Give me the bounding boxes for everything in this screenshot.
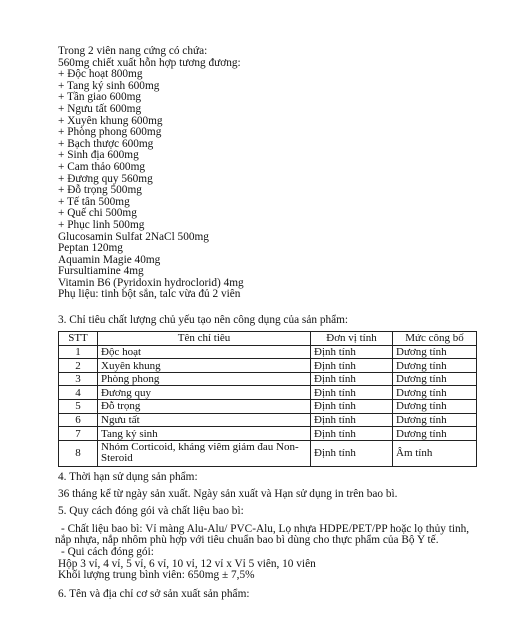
header-unit: Đơn vị tính — [311, 332, 393, 346]
ingredient-item: Vitamin B6 (Pyridoxin hydroclorid) 4mg — [58, 276, 244, 289]
packaging-material-line-1: - Chất liệu bao bì: Vỉ màng Alu-Alu/ PVC-Alu, Lọ nhựa HDPE/PET/PP hoặc lọ thủy tinh, — [61, 522, 470, 535]
packing-title: - Qui cách đóng gói: — [61, 546, 154, 558]
cell-name: Đương quy — [98, 386, 311, 400]
cell-stt: 7 — [59, 427, 98, 441]
cell-unit: Định tính — [311, 413, 393, 427]
cell-stt: 5 — [59, 400, 98, 414]
herb-item: + Độc hoạt 800mg — [58, 68, 143, 81]
table-row — [59, 413, 477, 427]
ingredient-item: Glucosamin Sulfat 2NaCl 500mg — [58, 230, 209, 243]
herb-item: + Quế chi 500mg — [58, 207, 137, 220]
other-ingredients — [58, 232, 478, 302]
cell-level: Dương tính — [393, 372, 477, 386]
cell-level: Dương tính — [393, 413, 477, 427]
herb-item: + Xuyên khung 600mg — [58, 114, 163, 127]
cell-level: Dương tính — [393, 427, 477, 441]
table-row — [59, 440, 477, 466]
herb-item: + Ngưu tất 600mg — [58, 102, 142, 115]
cell-name: Phòng phong — [98, 372, 311, 386]
herb-item: + Tang ký sinh 600mg — [58, 79, 160, 92]
table-row — [59, 359, 477, 373]
cell-level: Dương tính — [393, 345, 477, 359]
cell-unit: Định tính — [311, 440, 393, 466]
cell-name: Tang ký sinh — [98, 427, 311, 441]
shelf-life-text: 36 tháng kể từ ngày sản xuất. Ngày sản xuất và Hạn sử dụng in trên bao bì. — [58, 487, 398, 500]
table-row — [59, 427, 477, 441]
herb-item: + Tần giao 600mg — [58, 91, 142, 104]
cell-unit: Định tính — [311, 345, 393, 359]
cell-stt: 2 — [59, 359, 98, 373]
cell-level: Âm tính — [393, 440, 477, 466]
cell-name: Nhóm Corticoid, kháng viêm giảm đau Non-Steroid — [98, 440, 311, 466]
average-weight: Khối lượng trung bình viên: 650mg ± 7,5% — [58, 569, 255, 582]
composition-intro: Trong 2 viên nang cứng có chứa: — [58, 45, 208, 57]
table-header-row — [59, 332, 477, 346]
table-row — [59, 372, 477, 386]
herb-item: + Bạch thược 600mg — [58, 137, 154, 150]
herb-item: + Sinh địa 600mg — [58, 149, 139, 162]
cell-level: Dương tính — [393, 400, 477, 414]
quality-table — [58, 331, 477, 467]
herb-item: + Phòng phong 600mg — [58, 126, 162, 139]
header-name: Tên chỉ tiêu — [98, 332, 311, 346]
ingredient-item: Aquamin Magie 40mg — [58, 253, 161, 266]
herb-item: + Tế tân 500mg — [58, 195, 130, 208]
section-5-title: 5. Quy cách đóng gói và chất liệu bao bì: — [58, 504, 244, 517]
cell-stt: 6 — [59, 413, 98, 427]
cell-stt: 1 — [59, 345, 98, 359]
section-6-title: 6. Tên và địa chỉ cơ sở sản xuất sản phẩm: — [58, 587, 250, 600]
cell-unit: Định tính — [311, 386, 393, 400]
cell-level: Dương tính — [393, 386, 477, 400]
ingredient-item: Phụ liệu: tinh bột sắn, talc vừa đủ 2 viên — [58, 288, 241, 301]
herb-item: + Phục linh 500mg — [58, 218, 145, 231]
cell-unit: Định tính — [311, 427, 393, 441]
cell-name: Ngưu tất — [98, 413, 311, 427]
herb-item: + Cam thảo 600mg — [58, 160, 146, 173]
cell-name: Xuyên khung — [98, 359, 311, 373]
cell-stt: 4 — [59, 386, 98, 400]
cell-stt: 3 — [59, 372, 98, 386]
composition-extract: 560mg chiết xuất hỗn hợp tương đương: — [58, 56, 241, 69]
cell-name: Độc hoạt — [98, 345, 311, 359]
cell-level: Dương tính — [393, 359, 477, 373]
ingredient-item: Peptan 120mg — [58, 242, 123, 255]
table-row — [59, 386, 477, 400]
section-3-title: 3. Chỉ tiêu chất lượng chủ yếu tạo nên công dụng của sản phẩm: — [58, 314, 349, 327]
herb-item: + Đương quy 560mg — [58, 172, 153, 185]
herb-list — [58, 69, 478, 231]
document-page — [55, 45, 478, 601]
section-4-title: 4. Thời hạn sử dụng sản phẩm: — [58, 470, 198, 483]
cell-unit: Định tính — [311, 359, 393, 373]
ingredient-item: Fursultiamine 4mg — [58, 265, 144, 278]
header-stt: STT — [59, 332, 98, 346]
packing-spec: Hộp 3 vỉ, 4 vỉ, 5 vỉ, 6 vỉ, 10 vỉ, 12 vỉ x Vỉ 5 viên, 10 viên — [58, 557, 316, 570]
table-row — [59, 345, 477, 359]
cell-unit: Định tính — [311, 400, 393, 414]
cell-name: Đỗ trọng — [98, 400, 311, 414]
cell-unit: Định tính — [311, 372, 393, 386]
cell-stt: 8 — [59, 440, 98, 466]
packaging-material-line-2: nắp nhựa, nắp nhôm phù hợp với tiêu chuẩn bao bì dùng cho thực phẩm của Bộ Y tế. — [55, 534, 439, 547]
table-row — [59, 400, 477, 414]
header-level: Mức công bố — [393, 332, 477, 346]
herb-item: + Đỗ trọng 500mg — [58, 184, 142, 197]
